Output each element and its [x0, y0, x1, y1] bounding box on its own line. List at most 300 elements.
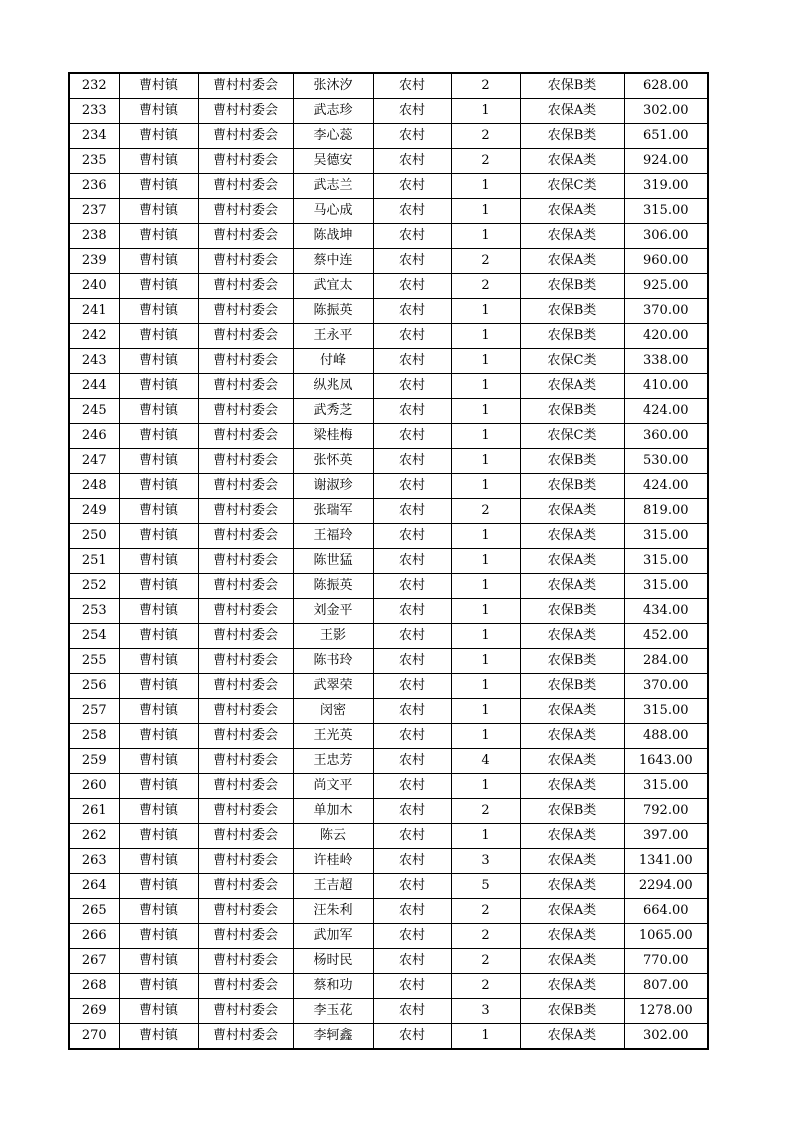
- committee-cell: 曹村村委会: [198, 449, 293, 474]
- table-row: [69, 399, 708, 424]
- category-cell: 农保A类: [520, 899, 624, 924]
- row-number-cell: 242: [69, 324, 119, 349]
- name-cell: 张沐汐: [293, 73, 373, 99]
- category-cell: 农保A类: [520, 524, 624, 549]
- amount-cell: 925.00: [624, 274, 708, 299]
- table-row: [69, 124, 708, 149]
- household-type-cell: 农村: [373, 899, 451, 924]
- row-number-cell: 250: [69, 524, 119, 549]
- name-cell: 闵密: [293, 699, 373, 724]
- row-number-cell: 243: [69, 349, 119, 374]
- member-count-cell: 5: [451, 874, 520, 899]
- household-type-cell: 农村: [373, 349, 451, 374]
- household-type-cell: 农村: [373, 499, 451, 524]
- name-cell: 张怀英: [293, 449, 373, 474]
- committee-cell: 曹村村委会: [198, 424, 293, 449]
- table-row: [69, 924, 708, 949]
- amount-cell: 770.00: [624, 949, 708, 974]
- amount-cell: 530.00: [624, 449, 708, 474]
- name-cell: 陈书玲: [293, 649, 373, 674]
- table-row: [69, 524, 708, 549]
- category-cell: 农保A类: [520, 499, 624, 524]
- town-cell: 曹村镇: [119, 799, 198, 824]
- category-cell: 农保B类: [520, 999, 624, 1024]
- member-count-cell: 1: [451, 99, 520, 124]
- name-cell: 付峰: [293, 349, 373, 374]
- name-cell: 张瑞军: [293, 499, 373, 524]
- household-type-cell: 农村: [373, 299, 451, 324]
- amount-cell: 651.00: [624, 124, 708, 149]
- member-count-cell: 1: [451, 649, 520, 674]
- row-number-cell: 270: [69, 1024, 119, 1050]
- household-type-cell: 农村: [373, 324, 451, 349]
- table-row: [69, 899, 708, 924]
- table-row: [69, 274, 708, 299]
- member-count-cell: 1: [451, 599, 520, 624]
- household-type-cell: 农村: [373, 449, 451, 474]
- committee-cell: 曹村村委会: [198, 349, 293, 374]
- household-type-cell: 农村: [373, 724, 451, 749]
- table-row: [69, 1024, 708, 1050]
- amount-cell: 360.00: [624, 424, 708, 449]
- household-type-cell: 农村: [373, 174, 451, 199]
- committee-cell: 曹村村委会: [198, 974, 293, 999]
- category-cell: 农保C类: [520, 174, 624, 199]
- name-cell: 许桂岭: [293, 849, 373, 874]
- amount-cell: 807.00: [624, 974, 708, 999]
- roster-body: [69, 73, 708, 1049]
- committee-cell: 曹村村委会: [198, 199, 293, 224]
- member-count-cell: 1: [451, 524, 520, 549]
- name-cell: 王光英: [293, 724, 373, 749]
- table-row: [69, 599, 708, 624]
- category-cell: 农保A类: [520, 224, 624, 249]
- table-row: [69, 849, 708, 874]
- category-cell: 农保A类: [520, 699, 624, 724]
- category-cell: 农保A类: [520, 624, 624, 649]
- town-cell: 曹村镇: [119, 974, 198, 999]
- member-count-cell: 1: [451, 699, 520, 724]
- member-count-cell: 1: [451, 174, 520, 199]
- table-row: [69, 999, 708, 1024]
- member-count-cell: 2: [451, 149, 520, 174]
- member-count-cell: 1: [451, 349, 520, 374]
- name-cell: 武秀芝: [293, 399, 373, 424]
- name-cell: 王永平: [293, 324, 373, 349]
- member-count-cell: 1: [451, 199, 520, 224]
- committee-cell: 曹村村委会: [198, 124, 293, 149]
- row-number-cell: 256: [69, 674, 119, 699]
- committee-cell: 曹村村委会: [198, 324, 293, 349]
- row-number-cell: 246: [69, 424, 119, 449]
- household-type-cell: 农村: [373, 849, 451, 874]
- committee-cell: 曹村村委会: [198, 724, 293, 749]
- member-count-cell: 1: [451, 224, 520, 249]
- committee-cell: 曹村村委会: [198, 899, 293, 924]
- town-cell: 曹村镇: [119, 1024, 198, 1050]
- table-row: [69, 149, 708, 174]
- name-cell: 王影: [293, 624, 373, 649]
- amount-cell: 628.00: [624, 73, 708, 99]
- name-cell: 陈战坤: [293, 224, 373, 249]
- member-count-cell: 1: [451, 674, 520, 699]
- table-row: [69, 874, 708, 899]
- household-type-cell: 农村: [373, 624, 451, 649]
- row-number-cell: 269: [69, 999, 119, 1024]
- table-row: [69, 349, 708, 374]
- row-number-cell: 240: [69, 274, 119, 299]
- amount-cell: 284.00: [624, 649, 708, 674]
- household-type-cell: 农村: [373, 549, 451, 574]
- committee-cell: 曹村村委会: [198, 73, 293, 99]
- row-number-cell: 253: [69, 599, 119, 624]
- committee-cell: 曹村村委会: [198, 249, 293, 274]
- category-cell: 农保B类: [520, 449, 624, 474]
- member-count-cell: 1: [451, 374, 520, 399]
- row-number-cell: 232: [69, 73, 119, 99]
- household-type-cell: 农村: [373, 224, 451, 249]
- committee-cell: 曹村村委会: [198, 549, 293, 574]
- committee-cell: 曹村村委会: [198, 224, 293, 249]
- household-type-cell: 农村: [373, 949, 451, 974]
- member-count-cell: 2: [451, 249, 520, 274]
- category-cell: 农保A类: [520, 99, 624, 124]
- town-cell: 曹村镇: [119, 849, 198, 874]
- table-row: [69, 649, 708, 674]
- amount-cell: 315.00: [624, 199, 708, 224]
- name-cell: 刘金平: [293, 599, 373, 624]
- name-cell: 蔡和功: [293, 974, 373, 999]
- name-cell: 汪朱利: [293, 899, 373, 924]
- category-cell: 农保B类: [520, 73, 624, 99]
- amount-cell: 1065.00: [624, 924, 708, 949]
- category-cell: 农保A类: [520, 1024, 624, 1050]
- member-count-cell: 2: [451, 73, 520, 99]
- member-count-cell: 1: [451, 449, 520, 474]
- town-cell: 曹村镇: [119, 824, 198, 849]
- amount-cell: 302.00: [624, 1024, 708, 1050]
- name-cell: 陈振英: [293, 574, 373, 599]
- row-number-cell: 245: [69, 399, 119, 424]
- amount-cell: 370.00: [624, 674, 708, 699]
- name-cell: 王福玲: [293, 524, 373, 549]
- member-count-cell: 4: [451, 749, 520, 774]
- name-cell: 杨时民: [293, 949, 373, 974]
- table-row: [69, 199, 708, 224]
- row-number-cell: 248: [69, 474, 119, 499]
- town-cell: 曹村镇: [119, 774, 198, 799]
- row-number-cell: 234: [69, 124, 119, 149]
- household-type-cell: 农村: [373, 874, 451, 899]
- table-row: [69, 674, 708, 699]
- household-type-cell: 农村: [373, 199, 451, 224]
- committee-cell: 曹村村委会: [198, 799, 293, 824]
- table-row: [69, 374, 708, 399]
- household-type-cell: 农村: [373, 249, 451, 274]
- town-cell: 曹村镇: [119, 249, 198, 274]
- table-row: [69, 774, 708, 799]
- committee-cell: 曹村村委会: [198, 174, 293, 199]
- table-row: [69, 749, 708, 774]
- category-cell: 农保B类: [520, 474, 624, 499]
- category-cell: 农保A类: [520, 199, 624, 224]
- amount-cell: 819.00: [624, 499, 708, 524]
- table-row: [69, 174, 708, 199]
- committee-cell: 曹村村委会: [198, 474, 293, 499]
- row-number-cell: 258: [69, 724, 119, 749]
- name-cell: 武志兰: [293, 174, 373, 199]
- household-type-cell: 农村: [373, 574, 451, 599]
- row-number-cell: 254: [69, 624, 119, 649]
- committee-cell: 曹村村委会: [198, 674, 293, 699]
- amount-cell: 452.00: [624, 624, 708, 649]
- row-number-cell: 249: [69, 499, 119, 524]
- member-count-cell: 1: [451, 474, 520, 499]
- household-type-cell: 农村: [373, 824, 451, 849]
- category-cell: 农保A类: [520, 924, 624, 949]
- table-row: [69, 474, 708, 499]
- amount-cell: 420.00: [624, 324, 708, 349]
- committee-cell: 曹村村委会: [198, 624, 293, 649]
- committee-cell: 曹村村委会: [198, 574, 293, 599]
- table-row: [69, 449, 708, 474]
- member-count-cell: 2: [451, 274, 520, 299]
- row-number-cell: 252: [69, 574, 119, 599]
- amount-cell: 397.00: [624, 824, 708, 849]
- name-cell: 梁桂梅: [293, 424, 373, 449]
- town-cell: 曹村镇: [119, 599, 198, 624]
- amount-cell: 488.00: [624, 724, 708, 749]
- name-cell: 单加木: [293, 799, 373, 824]
- category-cell: 农保B类: [520, 274, 624, 299]
- town-cell: 曹村镇: [119, 549, 198, 574]
- household-type-cell: 农村: [373, 1024, 451, 1050]
- table-row: [69, 549, 708, 574]
- household-type-cell: 农村: [373, 399, 451, 424]
- amount-cell: 315.00: [624, 524, 708, 549]
- table-row: [69, 99, 708, 124]
- category-cell: 农保B类: [520, 674, 624, 699]
- table-row: [69, 73, 708, 99]
- committee-cell: 曹村村委会: [198, 374, 293, 399]
- category-cell: 农保C类: [520, 349, 624, 374]
- category-cell: 农保A类: [520, 374, 624, 399]
- household-type-cell: 农村: [373, 974, 451, 999]
- committee-cell: 曹村村委会: [198, 699, 293, 724]
- household-type-cell: 农村: [373, 474, 451, 499]
- category-cell: 农保A类: [520, 824, 624, 849]
- amount-cell: 664.00: [624, 899, 708, 924]
- amount-cell: 306.00: [624, 224, 708, 249]
- town-cell: 曹村镇: [119, 749, 198, 774]
- category-cell: 农保A类: [520, 874, 624, 899]
- table-row: [69, 499, 708, 524]
- committee-cell: 曹村村委会: [198, 99, 293, 124]
- table-row: [69, 424, 708, 449]
- row-number-cell: 255: [69, 649, 119, 674]
- town-cell: 曹村镇: [119, 724, 198, 749]
- member-count-cell: 2: [451, 124, 520, 149]
- category-cell: 农保B类: [520, 399, 624, 424]
- town-cell: 曹村镇: [119, 499, 198, 524]
- amount-cell: 302.00: [624, 99, 708, 124]
- town-cell: 曹村镇: [119, 924, 198, 949]
- row-number-cell: 261: [69, 799, 119, 824]
- amount-cell: 410.00: [624, 374, 708, 399]
- name-cell: 武志珍: [293, 99, 373, 124]
- table-row: [69, 699, 708, 724]
- row-number-cell: 259: [69, 749, 119, 774]
- household-type-cell: 农村: [373, 374, 451, 399]
- town-cell: 曹村镇: [119, 399, 198, 424]
- household-type-cell: 农村: [373, 699, 451, 724]
- category-cell: 农保A类: [520, 249, 624, 274]
- name-cell: 王忠芳: [293, 749, 373, 774]
- row-number-cell: 244: [69, 374, 119, 399]
- amount-cell: 315.00: [624, 699, 708, 724]
- member-count-cell: 2: [451, 949, 520, 974]
- category-cell: 农保B类: [520, 299, 624, 324]
- town-cell: 曹村镇: [119, 449, 198, 474]
- town-cell: 曹村镇: [119, 174, 198, 199]
- town-cell: 曹村镇: [119, 699, 198, 724]
- town-cell: 曹村镇: [119, 524, 198, 549]
- member-count-cell: 2: [451, 799, 520, 824]
- committee-cell: 曹村村委会: [198, 649, 293, 674]
- committee-cell: 曹村村委会: [198, 1024, 293, 1050]
- row-number-cell: 236: [69, 174, 119, 199]
- row-number-cell: 241: [69, 299, 119, 324]
- household-type-cell: 农村: [373, 749, 451, 774]
- town-cell: 曹村镇: [119, 649, 198, 674]
- member-count-cell: 1: [451, 724, 520, 749]
- row-number-cell: 264: [69, 874, 119, 899]
- row-number-cell: 235: [69, 149, 119, 174]
- committee-cell: 曹村村委会: [198, 399, 293, 424]
- amount-cell: 924.00: [624, 149, 708, 174]
- household-type-cell: 农村: [373, 799, 451, 824]
- town-cell: 曹村镇: [119, 474, 198, 499]
- category-cell: 农保A类: [520, 724, 624, 749]
- name-cell: 陈振英: [293, 299, 373, 324]
- committee-cell: 曹村村委会: [198, 599, 293, 624]
- amount-cell: 370.00: [624, 299, 708, 324]
- name-cell: 尚文平: [293, 774, 373, 799]
- town-cell: 曹村镇: [119, 874, 198, 899]
- name-cell: 王吉超: [293, 874, 373, 899]
- household-type-cell: 农村: [373, 124, 451, 149]
- table-row: [69, 324, 708, 349]
- town-cell: 曹村镇: [119, 624, 198, 649]
- category-cell: 农保B类: [520, 799, 624, 824]
- town-cell: 曹村镇: [119, 674, 198, 699]
- row-number-cell: 233: [69, 99, 119, 124]
- town-cell: 曹村镇: [119, 349, 198, 374]
- name-cell: 吴德安: [293, 149, 373, 174]
- member-count-cell: 1: [451, 299, 520, 324]
- roster-table: [68, 72, 709, 1050]
- town-cell: 曹村镇: [119, 899, 198, 924]
- household-type-cell: 农村: [373, 649, 451, 674]
- committee-cell: 曹村村委会: [198, 774, 293, 799]
- committee-cell: 曹村村委会: [198, 299, 293, 324]
- household-type-cell: 农村: [373, 274, 451, 299]
- town-cell: 曹村镇: [119, 99, 198, 124]
- amount-cell: 424.00: [624, 399, 708, 424]
- row-number-cell: 263: [69, 849, 119, 874]
- member-count-cell: 2: [451, 924, 520, 949]
- category-cell: 农保B类: [520, 649, 624, 674]
- row-number-cell: 247: [69, 449, 119, 474]
- row-number-cell: 260: [69, 774, 119, 799]
- town-cell: 曹村镇: [119, 574, 198, 599]
- committee-cell: 曹村村委会: [198, 949, 293, 974]
- committee-cell: 曹村村委会: [198, 924, 293, 949]
- name-cell: 武宜太: [293, 274, 373, 299]
- household-type-cell: 农村: [373, 674, 451, 699]
- table-row: [69, 824, 708, 849]
- amount-cell: 315.00: [624, 574, 708, 599]
- table-row: [69, 949, 708, 974]
- town-cell: 曹村镇: [119, 224, 198, 249]
- town-cell: 曹村镇: [119, 949, 198, 974]
- row-number-cell: 265: [69, 899, 119, 924]
- category-cell: 农保A类: [520, 949, 624, 974]
- member-count-cell: 1: [451, 324, 520, 349]
- row-number-cell: 267: [69, 949, 119, 974]
- member-count-cell: 1: [451, 624, 520, 649]
- town-cell: 曹村镇: [119, 73, 198, 99]
- row-number-cell: 262: [69, 824, 119, 849]
- amount-cell: 315.00: [624, 774, 708, 799]
- name-cell: 谢淑珍: [293, 474, 373, 499]
- roster-sheet: [68, 72, 707, 1050]
- amount-cell: 338.00: [624, 349, 708, 374]
- member-count-cell: 3: [451, 999, 520, 1024]
- member-count-cell: 2: [451, 974, 520, 999]
- amount-cell: 1643.00: [624, 749, 708, 774]
- household-type-cell: 农村: [373, 149, 451, 174]
- amount-cell: 2294.00: [624, 874, 708, 899]
- member-count-cell: 1: [451, 774, 520, 799]
- name-cell: 陈云: [293, 824, 373, 849]
- town-cell: 曹村镇: [119, 299, 198, 324]
- town-cell: 曹村镇: [119, 424, 198, 449]
- member-count-cell: 2: [451, 899, 520, 924]
- name-cell: 纵兆凤: [293, 374, 373, 399]
- category-cell: 农保A类: [520, 849, 624, 874]
- category-cell: 农保A类: [520, 549, 624, 574]
- amount-cell: 315.00: [624, 549, 708, 574]
- member-count-cell: 1: [451, 399, 520, 424]
- table-row: [69, 724, 708, 749]
- table-row: [69, 799, 708, 824]
- name-cell: 蔡中连: [293, 249, 373, 274]
- row-number-cell: 251: [69, 549, 119, 574]
- committee-cell: 曹村村委会: [198, 874, 293, 899]
- amount-cell: 434.00: [624, 599, 708, 624]
- category-cell: 农保A类: [520, 749, 624, 774]
- table-row: [69, 224, 708, 249]
- household-type-cell: 农村: [373, 924, 451, 949]
- table-row: [69, 574, 708, 599]
- town-cell: 曹村镇: [119, 374, 198, 399]
- table-row: [69, 974, 708, 999]
- amount-cell: 960.00: [624, 249, 708, 274]
- town-cell: 曹村镇: [119, 124, 198, 149]
- town-cell: 曹村镇: [119, 149, 198, 174]
- amount-cell: 792.00: [624, 799, 708, 824]
